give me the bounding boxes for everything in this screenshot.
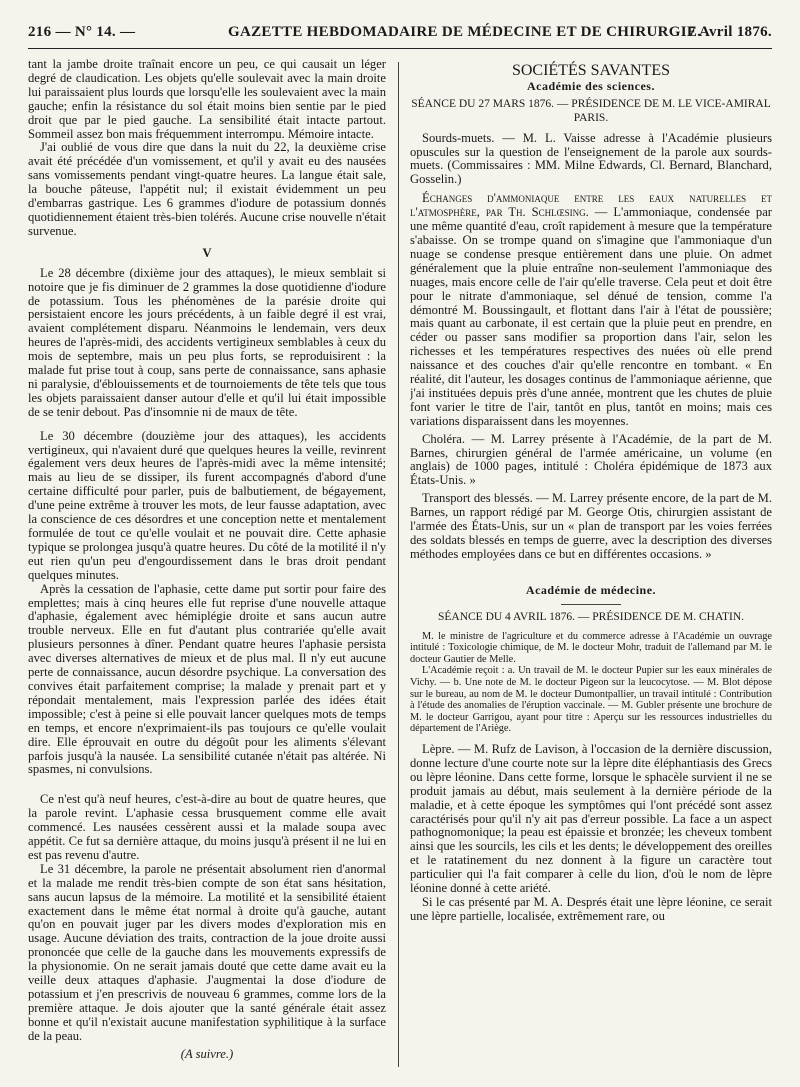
session-heading: SÉANCE DU 27 MARS 1876. — PRÉSIDENCE DE M. LE VICE-AMIRAL PARIS. bbox=[411, 97, 771, 124]
spacer bbox=[410, 562, 772, 582]
journal-title: GAZETTE HEBDOMADAIRE DE MÉDECINE ET DE CHIRURGIE. bbox=[228, 24, 702, 40]
page-number-issue: 216 — N° 14. — bbox=[28, 24, 136, 40]
paragraph: J'ai oublié de vous dire que dans la nuit du 22, la deuxième crise avait été précédée d'un vomissement, et qu'il y avait eu des nausées sans vomissements pendant vingt-quatre heures. La langue était sale, la bouche pâteuse, l'appétit nul; il existait évidemment un peu d'embarras gastrique. Les 6 grammes d'iodure de potassium donnés quotidiennement étaient très-bien tolérés. Aucune crise nouvelle n'était survenue. bbox=[28, 140, 386, 238]
paragraph: Lèpre. — M. Rufz de Lavison, à l'occasion de la dernière discussion, donne lecture d'une courte note sur la lèpre dite éléphantiasis des Grecs ou lèpre léonine. Dans cette forme, lorsque le sphacèle survient il ne se produit jamais au début, mais seulement à la dernière période de la maladie, et à cette époque les symptômes qui l'ont précédé sont assez caractérisés pour qu'il n'y ait pas d'erreur possible. La face a un aspect pathognomonique; la peau est épaissie et bronzée; les cheveux tombent ainsi que les sourcils, les cils et les dents; le développement des oreilles et le ratatinement du nez donnent à la figure un caractère tout particulier qui l'a fait comparer à celle du lion, d'où le nom de lèpre léonine donné à cette ariété. bbox=[410, 741, 772, 896]
header-rule bbox=[28, 48, 772, 49]
paragraph-body: — L'ammoniaque, condensée par une même quantité d'eau, croît rapidement à mesure que la température s'abaisse. On se trompe quand on s'imagine que l'ammoniaque d'un nuage se condense presque entièrement dans une pluie. On admet généralement que la pluie entraîne non-seulement l'ammoniaque des nuages, mais encore celle de l'air qu'elle traverse. Cela peut et doit être pour le nitrate d'ammoniaque, sel dénué de tension, comme l'a démontré M. Boussingault, et flottant dans l'air à l'état de poussière; mais quant au carbonate, il est certain que la pluie peut en prendre, en céder ou passer sans modifier sa proportion dans l'air, selon les richesses et les températures respectives des nuées où elle prend naissance et des couches d'air qu'elle rencontre en tombant. « En réalité, dit l'auteur, les dosages continus de l'ammoniaque aérienne, que j'ai instituées depuis près d'une année, montrent que les chutes de pluie font varier le titre de l'air, tantôt en plus, tantôt en moins; mais ces variations disparaissent dans les moyennes. bbox=[410, 205, 772, 428]
paragraph-heading: Échanges d'ammoniaque entre les eaux naturelles et l'atmosphère, par Th. Schlœsing. bbox=[410, 191, 772, 220]
section-number: V bbox=[202, 245, 212, 260]
paragraph: Sourds-muets. — M. L. Vaisse adresse à l'Académie plusieurs opuscules sur la question de l'enseignement de la parole aux sourds-muets. (Commissaires : MM. Milne Edwards, Cl. Bernard, Blanchard, Gosselin.) bbox=[410, 130, 772, 187]
academy-sciences-heading: Académie des sciences. bbox=[527, 78, 655, 93]
paragraph: Après la cessation de l'aphasie, cette dame put sortir pour faire des emplettes; mais à cinq heures elle fut reprise d'une nouvelle attaque d'aphasie, également avec hémiplégie droite et sans aucun autre trouble nerveux. Elle en fut d'autant plus contrariée qu'elle avait plusieurs personnes à dîner. Pendant quatre heures l'aphasie persista avec diverses alternatives de mieux et de plus mal. Il n'y eut aucune perte de connaissance, aucun désordre psychique. La conversation des convives était parfaitement comprise; la malade y prenait part et y répondait mentalement, mais l'expression parlée des idées était impossible; c'est à peine si elle pouvait lancer quelques mots de temps en temps, et encore n'exprimaient-ils pas toujours ce qu'elle voulait dire. Elle éprouvait en outre du dégoût pour les aliments s'élevant parfois jusqu'à la nausée. La sensibilité cutanée n'était pas altérée. Ni spasmes, ni convulsions. bbox=[28, 581, 386, 777]
page-header bbox=[28, 24, 772, 46]
section-title: SOCIÉTÉS SAVANTES bbox=[511, 62, 671, 79]
column-divider bbox=[398, 62, 399, 1067]
paragraph: Ce n'est qu'à neuf heures, c'est-à-dire au bout de quatre heures, que la parole revint. L'aphasie cessa brusquement comme elle avait commencé. Les nausées cessèrent aussi et la malade soupa avec appétit. Ce fut sa dernière attaque, du moins jusqu'à présent il ne lui en est pas revenu d'autre. bbox=[28, 792, 386, 862]
paragraph: Le 30 décembre (douzième jour des attaques), les accidents vertigineux, qui n'avaient duré que quelques heures la veille, revinrent également vers deux heures de l'après-midi avec la même intensité; mais au lieu de se dissiper, ils furent accompagnés d'abord d'une certaine difficulté pour parler, puis de balbutiement, de bégayement, d'une peine extrême à trouver les mots, de leur fausse adaptation, avec la conscience de ces désordres et une conception nette et mentalement formulée de tout ce qu'elle voulait et ne pouvait dire. Cette aphasie typique se prolongea jusqu'à quatre heures. Du côté de la motilité il n'y eut rien qu'un peu d'engourdissement dans le bras droit pendant quelques minutes. bbox=[28, 428, 386, 582]
short-rule bbox=[561, 604, 621, 605]
paragraph: Si le cas présenté par M. A. Després était une lèpre léonine, ce serait une lèpre partielle, localisée, extrêmement rare, ou bbox=[410, 894, 772, 923]
to-be-continued: (A suivre.) bbox=[180, 1046, 234, 1061]
paragraph: tant la jambe droite traînait encore un peu, ce qui causait un léger degré de claudication. Les objets qu'elle soulevait avec la main droite lui paraissaient plus lourds que lorsqu'elle les soulevaient avec la main gauche; enfin la résistance du sol était moins bien sentie par le pied droit que par le pied gauche. La sensibilité était intacte partout. Sommeil assez bon mais fréquemment interrompu. Mémoire intacte. bbox=[28, 58, 386, 141]
academy-medicine-heading: Académie de médecine. bbox=[525, 582, 657, 597]
small-paragraph: M. le ministre de l'agriculture et du commerce adresse à l'Académie un ouvrage intitulé : Toxicologie chimique, de M. le docteur Mohr, traduit de l'allemand par M. le docteur Gautier de Melle. bbox=[410, 630, 772, 665]
small-paragraph: L'Académie reçoit : a. Un travail de M. le docteur Pupier sur les eaux minérales de Vichy. — b. Une note de M. le docteur Pigeon sur la leucocytose. — M. Blot dépose sur le bureau, au nom de M. le docteur Dumontpallier, un travail intitulé : Contribution à l'étude des anomalies de l'éruption vaccinale. — M. Gubler présente une brochure de M. le docteur Garrigou, ayant pour titre : Aperçu sur les ressources industrielles du département de l'Ariège. bbox=[410, 665, 772, 735]
paragraph: Choléra. — M. Larrey présente à l'Académie, de la part de M. Barnes, chirurgien général de l'armée américaine, un volume (en anglais) de 1000 pages, intitulé : Choléra épidémique de 1873 aux États-Unis. » bbox=[410, 431, 772, 488]
left-column bbox=[28, 58, 386, 1073]
issue-date: 7 Avril 1876. bbox=[687, 24, 772, 40]
paragraph: Le 31 décembre, la parole ne présentait absolument rien d'anormal et la malade me rendit très-bien compte de son état sans hésitation, sans aucun lapsus de la mémoire. La motilité et la sensibilité étaient exactement dans le même état normal à droite qu'à gauche, autant qu'on en pouvait juger par les divers modes d'exploration mis en usage. Aucune déviation des traits, contraction de la joue droite aussi prononcée que celle de la gauche dans les mouvements expressifs de la physionomie. On ne serait jamais douté que cette dame avait eu la veille deux attaques d'aphasie. J'augmentai la dose d'iodure de potassium et j'en prescrivis de nouveau 6 grammes, comme lors de la première attaque. Je dois ajouter que la santé générale était assez bonne et qu'il n'existait aucune manifestation syphilitique à la surface de la peau. bbox=[28, 861, 386, 1043]
paragraph: Le 28 décembre (dixième jour des attaques), le mieux semblait si notoire que je fis diminuer de 2 grammes la dose quotidienne d'iodure de potassium. Tous les phénomènes de la parésie droite qui persistaient encore les jours précédents, à un faible degré il est vrai, avaient complétement disparu. Néanmoins le lendemain, vers deux heures de l'après-midi, des accidents vertigineux semblables à ceux du mois de septembre, mais un peu plus forts, se reproduisirent : la malade fut prise tout à coup, sans perte de connaissance, sans aphasie ni paralysie, d'éblouissements et de tournoiements de tête tels que tous les objets paraissaient danser autour d'elle et qu'il lui était impossible de se tenir debout. Pas d'insomnie ni de maux de tête. bbox=[28, 265, 386, 419]
paragraph: Transport des blessés. — M. Larrey présente encore, de la part de M. Barnes, un rapport rédigé par M. George Otis, chirurgien assistant de l'armée des États-Unis, sur un « plan de transport par les voies ferrées des soldats blessés en temps de guerre, avec la description des diverses méthodes employées dans ce but en différentes occasions. » bbox=[410, 491, 772, 561]
paragraph bbox=[410, 192, 772, 428]
session-heading: SÉANCE DU 4 AVRIL 1876. — PRÉSIDENCE DE M. CHATIN. bbox=[437, 610, 745, 623]
spacer bbox=[28, 777, 386, 793]
right-column bbox=[410, 58, 772, 1073]
